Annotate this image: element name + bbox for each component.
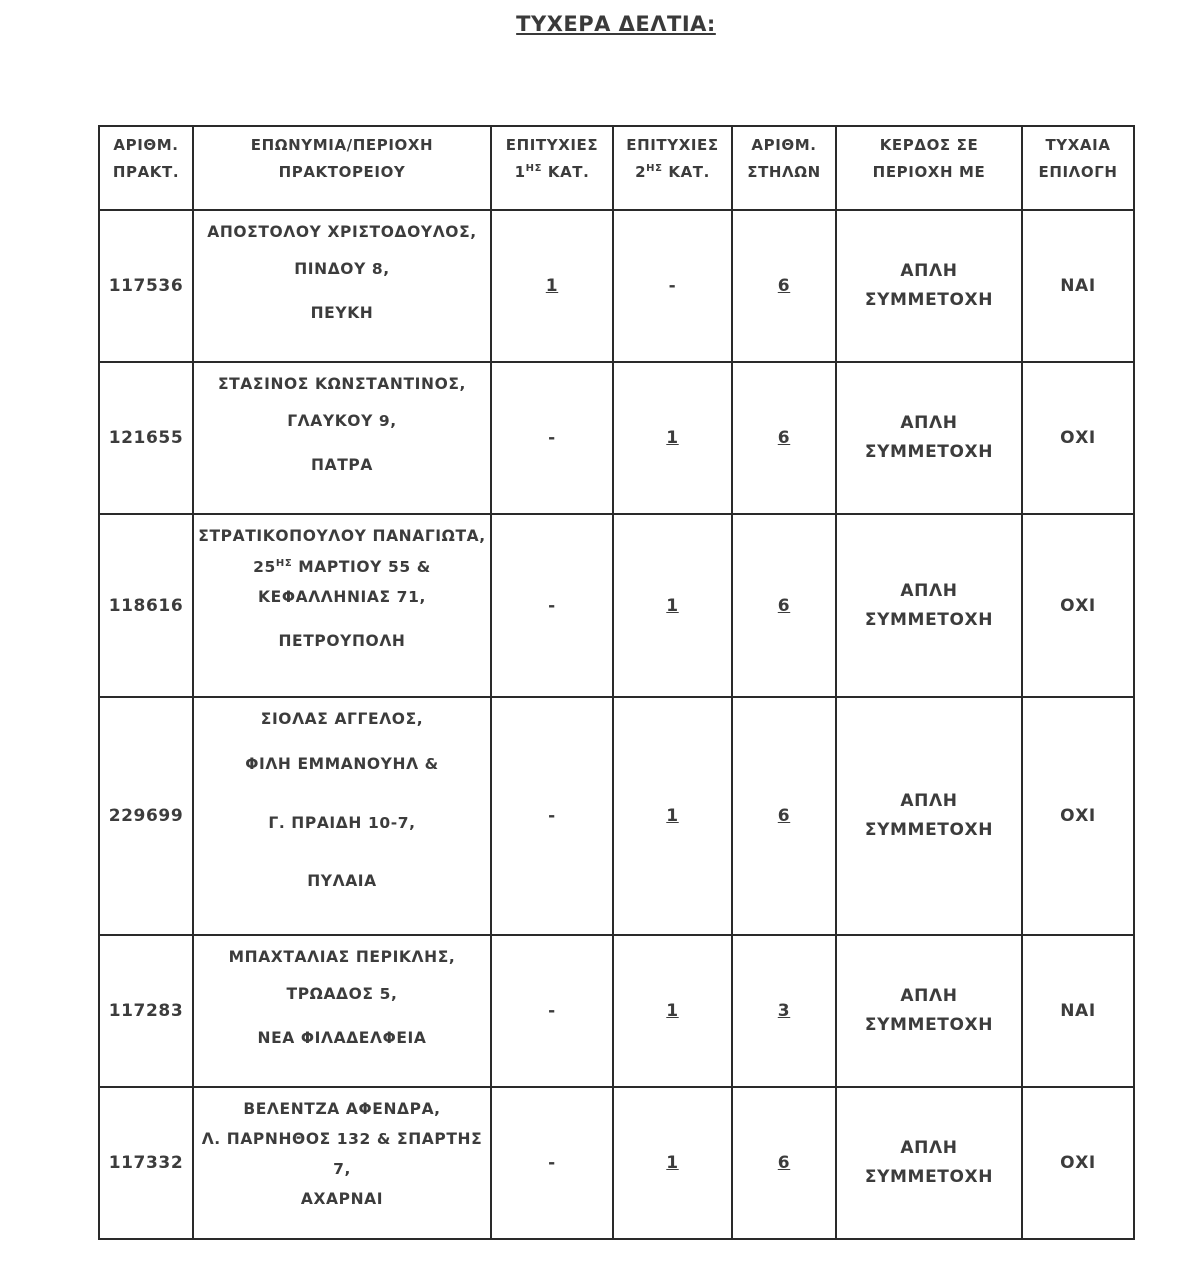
wins-cat1-cell: - xyxy=(491,1087,613,1239)
profit-cell: ΑΠΛΗ ΣΥΜΜΕΤΟΧΗ xyxy=(836,514,1022,697)
header-random: ΤΥΧΑΙΑ ΕΠΙΛΟΓΗ xyxy=(1022,126,1134,210)
wins-cat2-cell: 1 xyxy=(613,697,732,935)
header-agency-no: ΑΡΙΘΜ. ΠΡΑΚΤ. xyxy=(99,126,193,210)
random-selection-cell: ΟΧΙ xyxy=(1022,362,1134,514)
wins-cat1-cell: - xyxy=(491,514,613,697)
agency-no-cell: 229699 xyxy=(99,697,193,935)
agency-name-cell: ΜΠΑΧΤΑΛΙΑΣ ΠΕΡΙΚΛΗΣ, ΤΡΩΑΔΟΣ 5, ΝΕΑ ΦΙΛΑΔΕΛΦΕΙΑ xyxy=(193,935,491,1087)
agency-name-cell: ΣΙΟΛΑΣ ΑΓΓΕΛΟΣ, ΦΙΛΗ ΕΜΜΑΝΟΥΗΛ & Γ. ΠΡΑΙΔΗ 10-7, ΠΥΛΑΙΑ xyxy=(193,697,491,935)
table-row xyxy=(99,697,1134,935)
agency-no-cell: 117283 xyxy=(99,935,193,1087)
random-selection-cell: ΝΑΙ xyxy=(1022,210,1134,362)
columns-cell: 3 xyxy=(732,935,836,1087)
table-row xyxy=(99,210,1134,362)
agency-no-cell: 121655 xyxy=(99,362,193,514)
columns-cell: 6 xyxy=(732,697,836,935)
random-selection-cell: ΟΧΙ xyxy=(1022,514,1134,697)
table-row xyxy=(99,362,1134,514)
wins-cat2-cell: 1 xyxy=(613,935,732,1087)
wins-cat2-cell: - xyxy=(613,210,732,362)
wins-cat2-cell: 1 xyxy=(613,514,732,697)
profit-cell: ΑΠΛΗ ΣΥΜΜΕΤΟΧΗ xyxy=(836,210,1022,362)
header-wins-cat1: ΕΠΙΤΥΧΙΕΣ $1^{H\Sigma}$ ΚΑΤ. xyxy=(491,126,613,210)
agency-no-cell: 117536 xyxy=(99,210,193,362)
wins-cat1-cell: - xyxy=(491,935,613,1087)
profit-cell: ΑΠΛΗ ΣΥΜΜΕΤΟΧΗ xyxy=(836,935,1022,1087)
agency-no-cell: 117332 xyxy=(99,1087,193,1239)
table-row xyxy=(99,935,1134,1087)
table-row xyxy=(99,1087,1134,1239)
header-profit: ΚΕΡΔΟΣ ΣΕ ΠΕΡΙΟΧΗ ΜΕ xyxy=(836,126,1022,210)
profit-cell: ΑΠΛΗ ΣΥΜΜΕΤΟΧΗ xyxy=(836,362,1022,514)
agency-name-cell: ΒΕΛΕΝΤΖΑ ΑΦΕΝΔΡΑ, Λ. ΠΑΡΝΗΘΟΣ 132 & ΣΠΑΡΤΗΣ 7, ΑΧΑΡΝΑΙ xyxy=(193,1087,491,1239)
wins-cat1-cell: 1 xyxy=(491,210,613,362)
profit-cell: ΑΠΛΗ ΣΥΜΜΕΤΟΧΗ xyxy=(836,1087,1022,1239)
wins-cat1-cell: - xyxy=(491,697,613,935)
columns-cell: 6 xyxy=(732,514,836,697)
columns-cell: 6 xyxy=(732,210,836,362)
header-agency-name: ΕΠΩΝΥΜΙΑ/ΠΕΡΙΟΧΗ ΠΡΑΚΤΟΡΕΙΟΥ xyxy=(193,126,491,210)
profit-cell: ΑΠΛΗ ΣΥΜΜΕΤΟΧΗ xyxy=(836,697,1022,935)
columns-cell: 6 xyxy=(732,362,836,514)
table-header-row xyxy=(99,126,1134,210)
lucky-tickets-table xyxy=(98,125,1135,1240)
wins-cat1-cell: - xyxy=(491,362,613,514)
wins-cat2-cell: 1 xyxy=(613,1087,732,1239)
random-selection-cell: ΝΑΙ xyxy=(1022,935,1134,1087)
agency-no-cell: 118616 xyxy=(99,514,193,697)
header-wins-cat2: ΕΠΙΤΥΧΙΕΣ $2^{H\Sigma}$ ΚΑΤ. xyxy=(613,126,732,210)
agency-name-cell: ΣΤΑΣΙΝΟΣ ΚΩΝΣΤΑΝΤΙΝΟΣ, ΓΛΑΥΚΟΥ 9, ΠΑΤΡΑ xyxy=(193,362,491,514)
random-selection-cell: ΟΧΙ xyxy=(1022,697,1134,935)
table-row xyxy=(99,514,1134,697)
header-columns: ΑΡΙΘΜ. ΣΤΗΛΩΝ xyxy=(732,126,836,210)
wins-cat2-cell: 1 xyxy=(613,362,732,514)
page-title: ΤΥΧΕΡΑ ΔΕΛΤΙΑ: xyxy=(516,12,716,36)
agency-name-cell: ΣΤΡΑΤΙΚΟΠΟΥΛΟΥ ΠΑΝΑΓΙΩΤΑ, $25^{H\Sigma}$ ΜΑΡΤΙΟΥ 55 & ΚΕΦΑΛΛΗΝΙΑΣ 71, ΠΕΤΡΟΥΠΟΛΗ xyxy=(193,514,491,697)
random-selection-cell: ΟΧΙ xyxy=(1022,1087,1134,1239)
agency-name-cell: ΑΠΟΣΤΟΛΟΥ ΧΡΙΣΤΟΔΟΥΛΟΣ, ΠΙΝΔΟΥ 8, ΠΕΥΚΗ xyxy=(193,210,491,362)
columns-cell: 6 xyxy=(732,1087,836,1239)
